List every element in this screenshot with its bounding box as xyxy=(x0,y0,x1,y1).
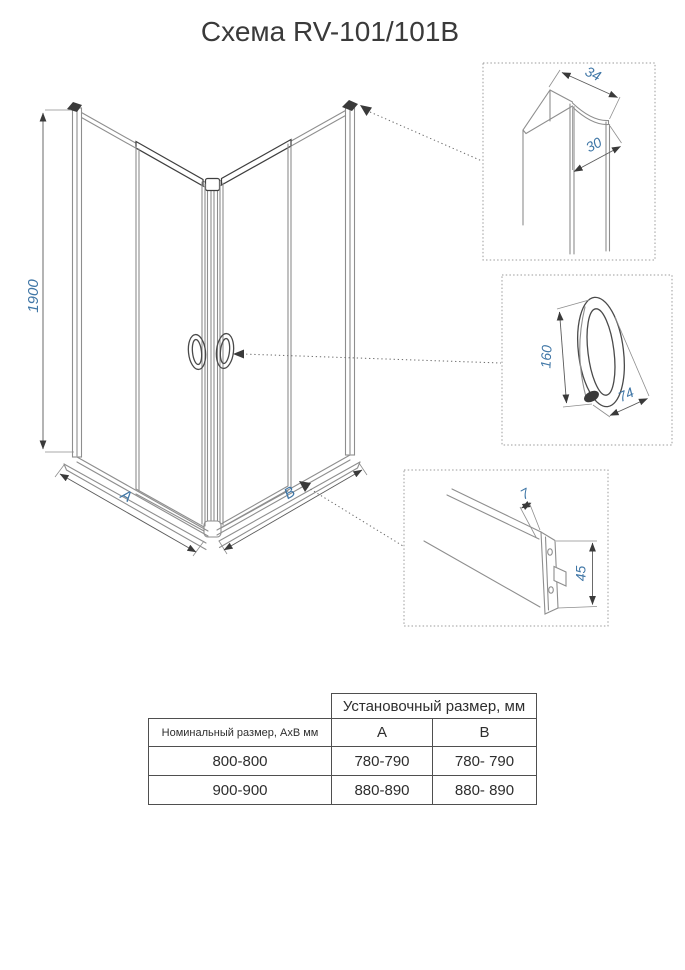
side-b-label: B xyxy=(281,483,299,503)
leader-arrow-handle xyxy=(233,350,244,359)
detail-wall-profile xyxy=(483,63,655,260)
install-b-value: 780- 790 xyxy=(433,747,537,776)
wall-profile-outer-dim-label: 34 xyxy=(582,62,604,85)
table-row xyxy=(149,747,537,776)
leader-arrow-top-profile xyxy=(360,105,372,116)
height-dim-label: 1900 xyxy=(25,279,42,313)
column-b-header: В xyxy=(433,719,537,747)
table-row xyxy=(149,776,537,805)
dimension-side-a xyxy=(55,465,204,556)
main-enclosure-view xyxy=(25,100,367,556)
detail-box-bottom-rail xyxy=(404,470,608,626)
nominal-size-header: Номинальный размер, АхВ мм xyxy=(149,719,332,747)
detail-box-wall-profile xyxy=(483,63,655,260)
install-a-value: 880-890 xyxy=(332,776,433,805)
install-size-header: Установочный размер, мм xyxy=(332,694,537,719)
handle-height-dim-label: 160 xyxy=(537,344,555,369)
nominal-size-value: 800-800 xyxy=(149,747,332,776)
dimension-height-1900 xyxy=(25,110,74,452)
right-post-cap xyxy=(342,100,358,111)
column-a-header: А xyxy=(332,719,433,747)
detail-bottom-rail xyxy=(404,470,608,626)
side-a-label: A xyxy=(117,486,135,506)
handle-width-dim-label: 74 xyxy=(615,383,637,406)
install-a-value: 780-790 xyxy=(332,747,433,776)
corner-post xyxy=(204,179,221,538)
wall-profile-inner-dim-label: 30 xyxy=(583,133,605,156)
left-handle xyxy=(187,334,208,371)
detail-handle xyxy=(502,275,672,445)
rail-thickness-dim-label: 7 xyxy=(517,484,532,503)
dimension-side-b xyxy=(219,463,367,554)
size-table xyxy=(148,693,537,805)
page-title: Схема RV-101/101B xyxy=(200,16,460,47)
leader-lines xyxy=(233,105,501,546)
install-b-value: 880- 890 xyxy=(433,776,537,805)
rail-height-dim-label: 45 xyxy=(572,565,589,582)
table-blank-cell xyxy=(149,694,332,719)
nominal-size-value: 900-900 xyxy=(149,776,332,805)
